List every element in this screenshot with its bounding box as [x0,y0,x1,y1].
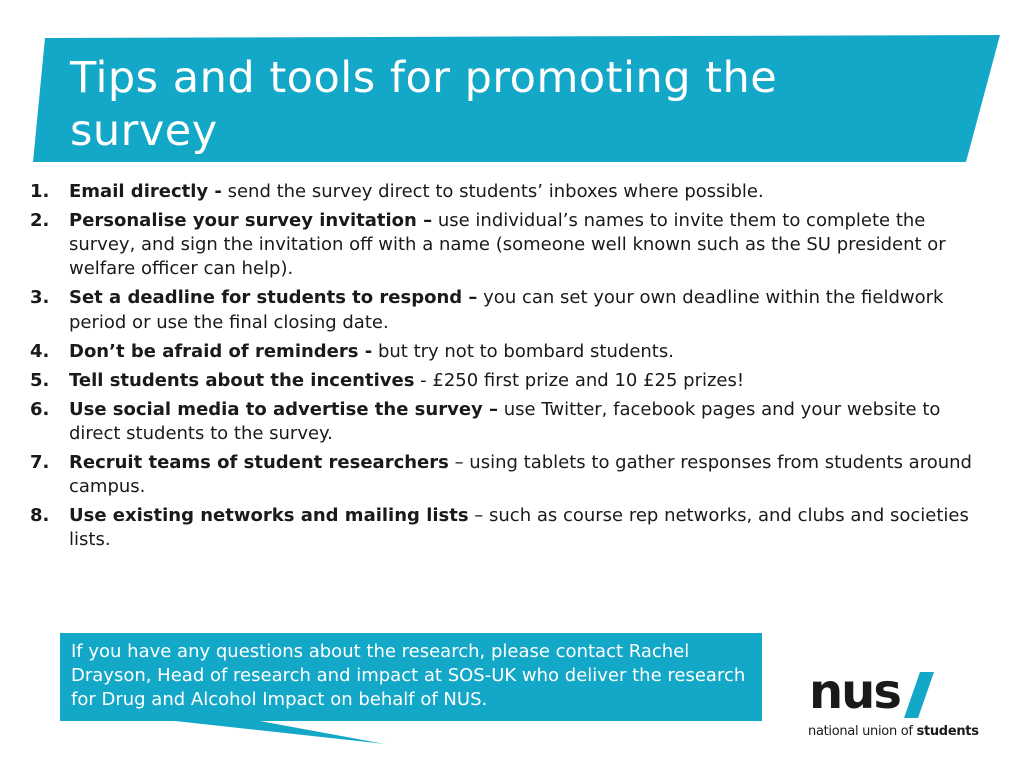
tip-lead: Personalise your survey invitation – [69,210,433,231]
tip-number: 8. [30,505,50,527]
tip-text: but try not to bombard students. [372,340,674,362]
logo-tagline-bold: students [916,724,979,739]
title-banner [0,0,1024,170]
list-item [30,369,990,393]
list-item [30,180,990,204]
list-item [30,398,990,446]
tip-number: 6. [30,398,50,420]
tip-number: 5. [30,369,50,391]
tip-number: 7. [30,451,50,473]
tip-text: – such as course rep networks, and clubs and societies lists. [69,505,969,551]
tip-lead: Don’t be afraid of reminders - [69,340,373,362]
tip-lead: Tell students about the incentives [69,369,415,391]
tip-number: 1. [30,181,50,202]
tip-number: 4. [30,340,50,362]
tip-number: 2. [30,210,50,231]
contact-callout [60,633,770,748]
list-item [30,286,990,334]
logo-tagline [808,724,979,739]
tip-lead: Set a deadline for students to respond – [69,287,478,309]
tips-list [30,180,990,557]
tip-text: send the survey direct to students’ inboxes where possible. [221,181,764,202]
tip-text: – using tablets to gather responses from students around campus. [69,451,972,498]
tip-lead: Use social media to advertise the survey – [69,398,499,420]
tip-lead: Recruit teams of student researchers [69,451,449,473]
list-item [30,451,990,499]
tip-text: you can set your own deadline within the fieldwork period or use the final closing date. [69,287,944,333]
tip-text: use individual’s names to invite them to complete the survey, and sign the invitation off with a name (someone well known such as the SU president or welfare officer can help). [69,210,946,280]
slide-title: Tips and tools for promoting the survey [70,53,778,156]
list-item [30,209,990,282]
logo-tagline-regular: national union of [808,724,917,739]
nus-logo [808,664,998,748]
tip-number: 3. [30,287,50,309]
logo-wordmark: nus [809,664,900,720]
list-item [30,340,990,364]
list-item [30,504,990,552]
tip-lead: Use existing networks and mailing lists [69,505,469,527]
tip-lead: Email directly - [69,181,222,202]
tip-text: - £250 first prize and 10 £25 prizes! [414,369,745,391]
callout-text: If you have any questions about the research, please contact Rachel Drayson, Head of research and impact at SOS-UK who deliver the research for Drug and Alcohol Impact on behalf of NUS. [71,641,746,710]
tip-text: use Twitter, facebook pages and your website to direct students to the survey. [69,398,941,444]
